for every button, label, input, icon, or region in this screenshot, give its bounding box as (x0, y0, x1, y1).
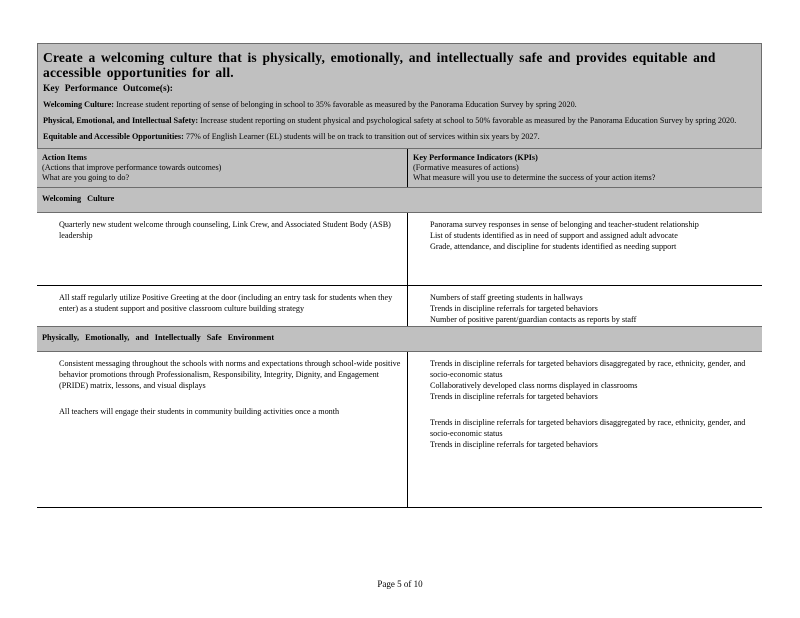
column-subtitle: (Actions that improve performance towards outcomes) (42, 163, 222, 172)
kpi-header (408, 149, 762, 187)
list-item: Collaboratively developed class norms displayed in classrooms (430, 381, 638, 390)
table-row (37, 352, 762, 508)
list-item: Trends in discipline referrals for targeted behaviors disaggregated by race, ethnicity, gender, and socio-economic status (430, 359, 746, 379)
kpi-cell (408, 286, 762, 326)
outcome-welcoming (43, 99, 756, 110)
list-item: All teachers will engage their students in community building activities once a month (59, 407, 340, 416)
page-number: Page 5 of 10 (377, 579, 423, 589)
goal-header (37, 43, 762, 149)
list-item: Trends in discipline referrals for targeted behaviors (430, 392, 598, 401)
action-cell (37, 213, 408, 285)
list-item: Grade, attendance, and discipline for students identified as needing support (430, 242, 677, 251)
outcome-label: Welcoming Culture: (43, 100, 115, 109)
action-items-header (37, 149, 408, 187)
column-title: Action Items (42, 153, 87, 162)
list-item: Number of positive parent/guardian contacts as reports by staff (430, 315, 637, 324)
list-item: Trends in discipline referrals for targeted behaviors (430, 440, 598, 449)
table-row (37, 213, 762, 286)
column-question: What are you going to do? (42, 173, 130, 182)
section-welcoming-culture: Welcoming Culture (37, 188, 762, 213)
list-item: Panorama survey responses in sense of belonging and teacher-student relationship (430, 220, 699, 229)
column-headers (37, 149, 762, 188)
list-item: Trends in discipline referrals for targeted behaviors (430, 304, 598, 313)
action-cell (37, 352, 408, 507)
list-item: List of students identified as in need of support and assigned adult advocate (430, 231, 678, 240)
kpo-label: Key Performance Outcome(s): (43, 84, 173, 94)
outcome-equitable (43, 131, 756, 142)
plan-page (37, 43, 762, 508)
outcome-safety (43, 115, 756, 126)
section-safe-environment: Physically, Emotionally, and Intellectually Safe Environment (37, 326, 762, 352)
outcome-label: Physical, Emotional, and Intellectual Safety: (43, 116, 199, 125)
goal-statement: Create a welcoming culture that is physically, emotionally, and intellectually safe and provides equitable and accessible opportunities for all. (43, 50, 716, 80)
action-cell (37, 286, 408, 326)
column-title: Key Performance Indicators (KPIs) (413, 153, 538, 162)
kpi-cell (408, 352, 762, 507)
column-subtitle: (Formative measures of actions) (413, 163, 519, 172)
outcome-text: Increase student reporting of sense of belonging in school to 35% favorable as measured by the Panorama Education Survey by spring 2020. (116, 100, 577, 109)
outcome-text: Increase student reporting on student physical and psychological safety at school to 50% favorable as measured by the Panorama Education Survey by spring 2020. (200, 116, 737, 125)
column-question: What measure will you use to determine the success of your action items? (413, 173, 656, 182)
list-item: Trends in discipline referrals for targeted behaviors disaggregated by race, ethnicity, gender, and socio-economic status (430, 418, 746, 438)
outcome-label: Equitable and Accessible Opportunities: (43, 132, 184, 141)
list-item: All staff regularly utilize Positive Greeting at the door (including an entry task for students when they enter) as a student support and positive classroom culture building strategy (59, 293, 393, 313)
list-item: Numbers of staff greeting students in hallways (430, 293, 583, 302)
list-item: Consistent messaging throughout the schools with norms and expectations through school-wide positive behavior promotions through Professionalism, Responsibility, Integrity, Dignity, and Engagement (PRIDE) matrix, lessons, and visual displays (59, 359, 401, 390)
outcome-text: 77% of English Learner (EL) students will be on track to transition out of services within six years by 2027. (185, 132, 540, 141)
kpi-cell (408, 213, 762, 285)
list-item: Quarterly new student welcome through counseling, Link Crew, and Associated Student Body (ASB) leadership (59, 220, 391, 240)
table-row (37, 286, 762, 326)
